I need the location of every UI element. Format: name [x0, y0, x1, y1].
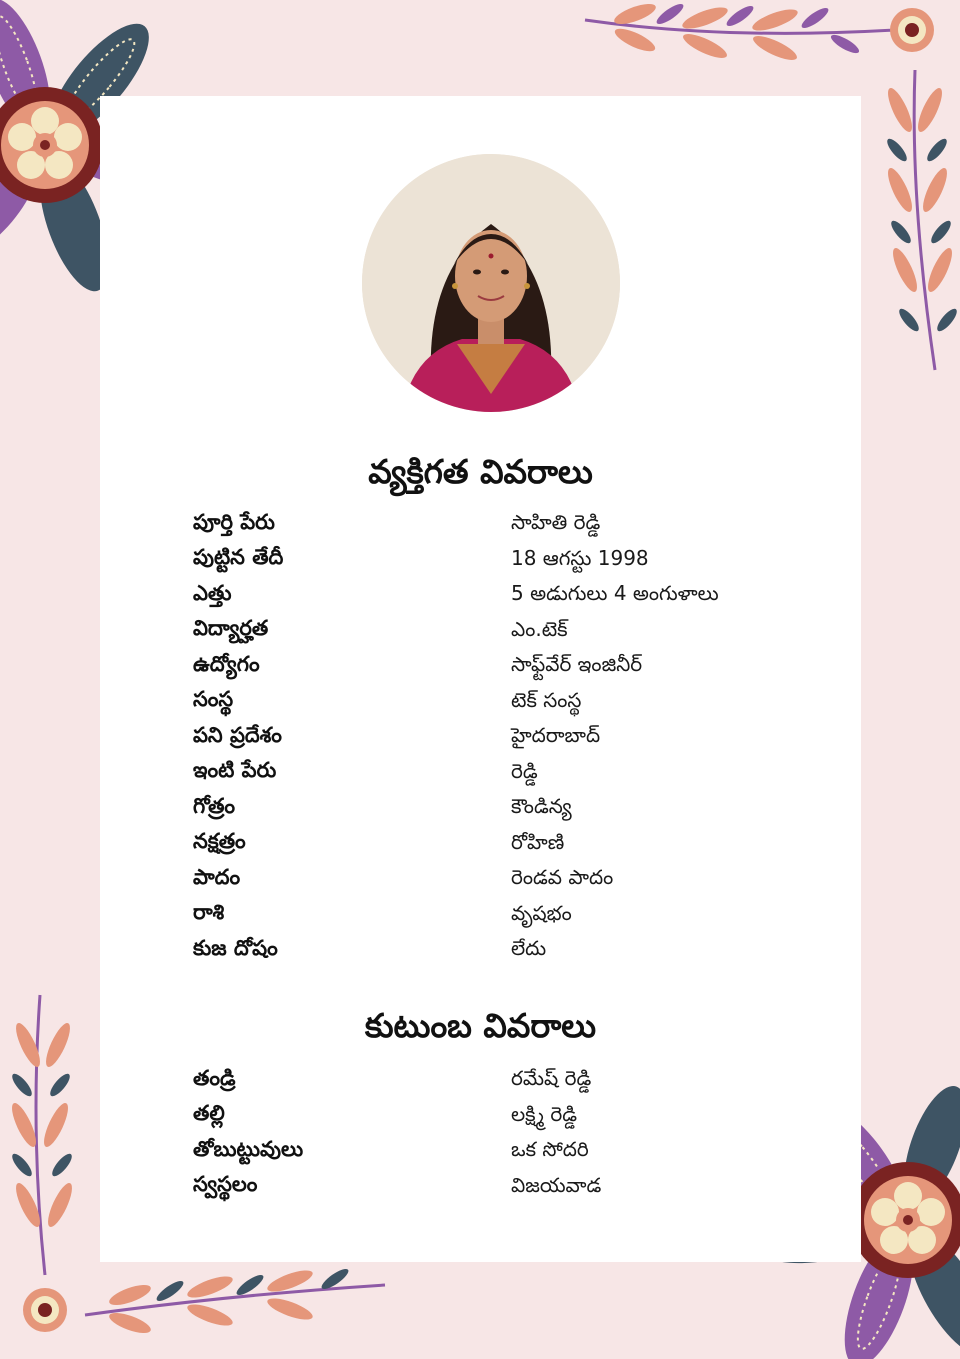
detail-value: రెడ్డి	[511, 758, 538, 783]
profile-photo	[362, 154, 620, 412]
detail-label: తోబుట్టువులు	[193, 1136, 304, 1161]
detail-label: పని ప్రదేశం	[193, 722, 282, 747]
detail-label: గోత్రం	[193, 793, 236, 818]
detail-label: ఎత్తు	[193, 580, 232, 605]
detail-row-work-location	[193, 720, 813, 756]
detail-label: పుట్టిన తేదీ	[193, 545, 284, 570]
detail-row-occupation	[193, 649, 813, 685]
detail-value: ఒక సోదరి	[511, 1137, 589, 1162]
detail-label: రాశి	[193, 900, 225, 925]
detail-row-date-of-birth	[193, 543, 813, 579]
detail-row-nakshatra	[193, 827, 813, 863]
detail-label: ఇంటి పేరు	[193, 758, 277, 783]
detail-label: పాదం	[193, 864, 241, 889]
detail-row-rasi	[193, 898, 813, 934]
detail-value: ఎం.టెక్	[511, 616, 568, 641]
detail-value: 18 ఆగస్టు 1998	[511, 545, 649, 570]
detail-label: తండ్రి	[193, 1065, 236, 1090]
detail-row-full-name	[193, 507, 813, 543]
profile-photo-illustration	[362, 154, 620, 412]
detail-value: కౌండిన్య	[511, 794, 572, 819]
detail-row-gotra	[193, 791, 813, 827]
detail-value: విజయవాడ	[511, 1172, 602, 1197]
biodata-card	[100, 96, 861, 1262]
detail-value: సాఫ్ట్‌వేర్ ఇంజినీర్	[511, 652, 643, 677]
detail-label: విద్యార్హత	[193, 616, 269, 641]
detail-label: స్వస్థలం	[193, 1172, 258, 1197]
detail-row-surname	[193, 756, 813, 792]
detail-value: రమేష్ రెడ్డి	[511, 1066, 592, 1091]
detail-label: నక్షత్రం	[193, 829, 246, 854]
detail-label: పూర్తి పేరు	[193, 509, 275, 534]
detail-label: కుజ దోషం	[193, 935, 278, 960]
detail-value: 5 అడుగులు 4 అంగుళాలు	[511, 581, 719, 606]
family-details-list	[193, 1063, 813, 1205]
personal-details-list	[193, 507, 813, 969]
detail-value: రోహిణి	[511, 829, 565, 854]
detail-label: తల్లి	[193, 1101, 225, 1126]
personal-details-title: వ్యక్తిగత వివరాలు	[368, 452, 593, 491]
detail-label: ఉద్యోగం	[193, 651, 260, 676]
detail-value: లక్ష్మి రెడ్డి	[511, 1101, 578, 1126]
detail-row-father	[193, 1063, 813, 1099]
detail-value: రెండవ పాదం	[511, 865, 614, 890]
detail-value: టెక్ సంస్థ	[511, 687, 582, 712]
family-details-title: కుటుంబ వివరాలు	[364, 1006, 597, 1045]
detail-row-company	[193, 685, 813, 721]
detail-row-native-place	[193, 1170, 813, 1206]
detail-row-siblings	[193, 1134, 813, 1170]
detail-row-height	[193, 578, 813, 614]
detail-value: హైదరాబాద్	[511, 723, 601, 748]
detail-value: సాహితి రెడ్డి	[511, 510, 601, 535]
detail-row-mother	[193, 1099, 813, 1135]
detail-row-kuja-dosham	[193, 933, 813, 969]
detail-row-education	[193, 614, 813, 650]
detail-value: వృషభం	[511, 900, 572, 925]
detail-label: సంస్థ	[193, 687, 234, 712]
detail-value: లేదు	[511, 936, 547, 961]
detail-row-padam	[193, 862, 813, 898]
